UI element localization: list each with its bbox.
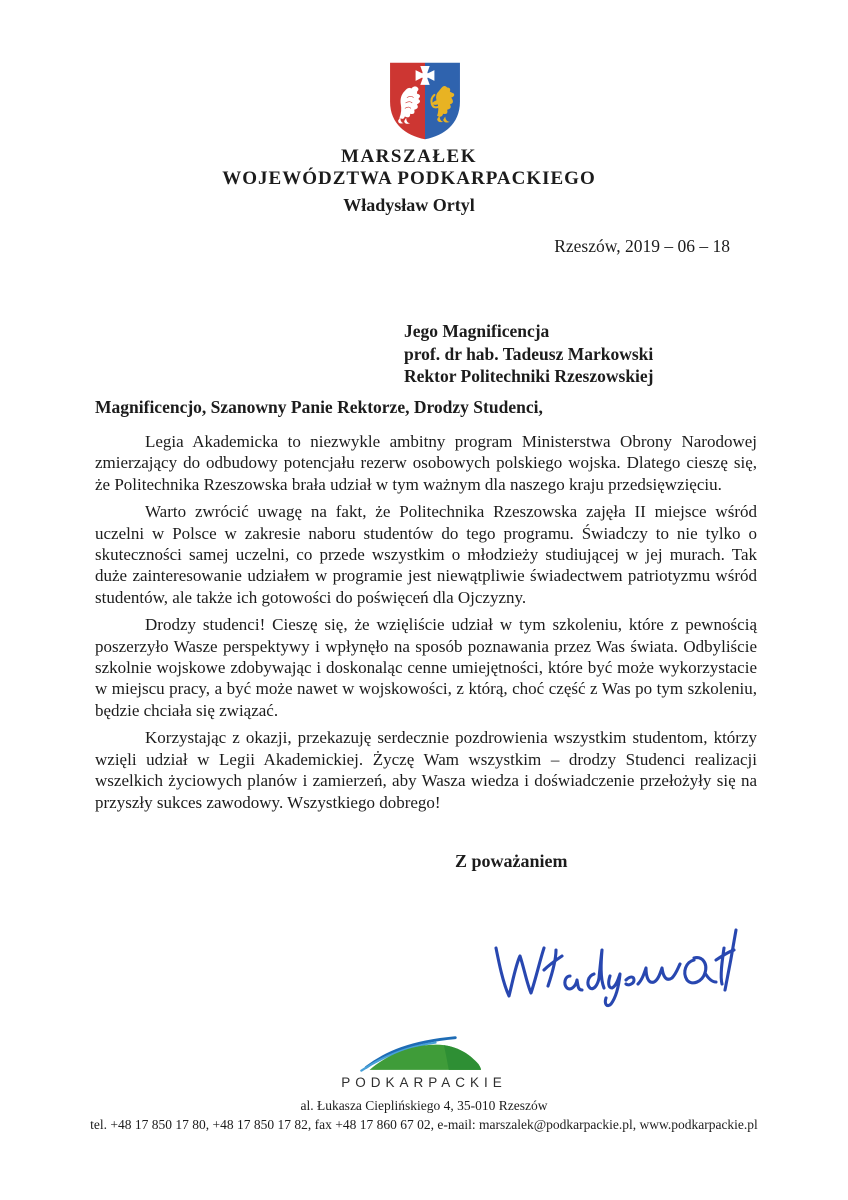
footer-contact: tel. +48 17 850 17 80, +48 17 850 17 82, fax +48 17 860 67 02, e-mail: marszalek@podkarpackie.pl, www.podkarpackie.pl xyxy=(90,1117,758,1132)
paragraph-3: Drodzy studenci! Cieszę się, że wzięliście udział w tym szkoleniu, które z pewnością poszerzyło Wasze perspektywy i wpłynęło na sposób poznawania przez Was świata. Odbyliście szkolnie wojskowe zdobywając i doskonaląc cenne umiejętności, które być może wykorzystacie w miejscu pracy, a być może nawet w wojskowości, z którą, choć część z Was po tym szkoleniu, będzie chciała się związać. xyxy=(95,615,757,720)
paragraph-4: Korzystając z okazji, przekazuję serdecznie pozdrowienia wszystkim studentom, którzy wzięli udział w Legii Akademickiej. Życzę Wam wszystkim – drodzy Studenci realizacji wszelkich życiowych planów i zamierzeń, aby Wasza wiedza i doświadczenie przełożyły się na przyszły sukces zawodowy. Wszystkiego dobrego! xyxy=(95,728,757,812)
footer-logo-text: PODKARPACKIE xyxy=(341,1075,507,1090)
podkarpackie-hill-logo-icon xyxy=(358,1036,490,1074)
paragraph-1: Legia Akademicka to niezwykle ambitny program Ministerstwa Obrony Narodowej zmierzający do odbudowy potencjału rezerw osobowych polskiego wojska. Dlatego cieszę się, że Politechnika Rzeszowska brała udział w tym ważnym dla naszego kraju przedsięwzięciu. xyxy=(95,432,757,494)
letterhead-marshal-name: Władysław Ortyl xyxy=(343,195,475,215)
letterhead-title-line1: MARSZAŁEK xyxy=(341,146,477,167)
paragraph-2: Warto zwrócić uwagę na fakt, że Politechnika Rzeszowska zajęła II miejsce wśród uczelni w Polsce w zakresie naboru studentów do tego programu. Świadczy to nie tylko o skuteczności samej uczelni, co przede wszystkim o młodzieży studiującej w jej murach. Tak duże zainteresowanie udziałem w programie jest niewątpliwie świadectwem patriotyzmu wśród studentów, ale także ich gotowości do poświęceń dla Ojczyzny. xyxy=(95,502,757,607)
addressee-block xyxy=(404,320,654,388)
letterhead-title-line2: WOJEWÓDZTWA PODKARPACKIEGO xyxy=(222,168,596,189)
letterhead xyxy=(0,146,818,216)
dateline: Rzeszów, 2019 – 06 – 18 xyxy=(554,236,730,256)
addressee-name: prof. dr hab. Tadeusz Markowski xyxy=(404,343,654,364)
footer xyxy=(0,1096,848,1134)
logo-hill-shade xyxy=(444,1045,481,1070)
handwritten-signature-icon xyxy=(486,918,740,1018)
podkarpackie-coat-of-arms-icon xyxy=(384,60,466,142)
valediction: Z poważaniem xyxy=(455,851,568,871)
footer-address: al. Łukasza Cieplińskiego 4, 35-010 Rzeszów xyxy=(300,1098,548,1113)
addressee-honorific: Jego Magnificencja xyxy=(404,321,550,341)
addressee-title: Rektor Politechniki Rzeszowskiej xyxy=(404,366,654,386)
salutation: Magnificencjo, Szanowny Panie Rektorze, Drodzy Studenci, xyxy=(95,397,543,417)
letter-body xyxy=(95,431,757,819)
footer-logo xyxy=(0,1036,848,1090)
